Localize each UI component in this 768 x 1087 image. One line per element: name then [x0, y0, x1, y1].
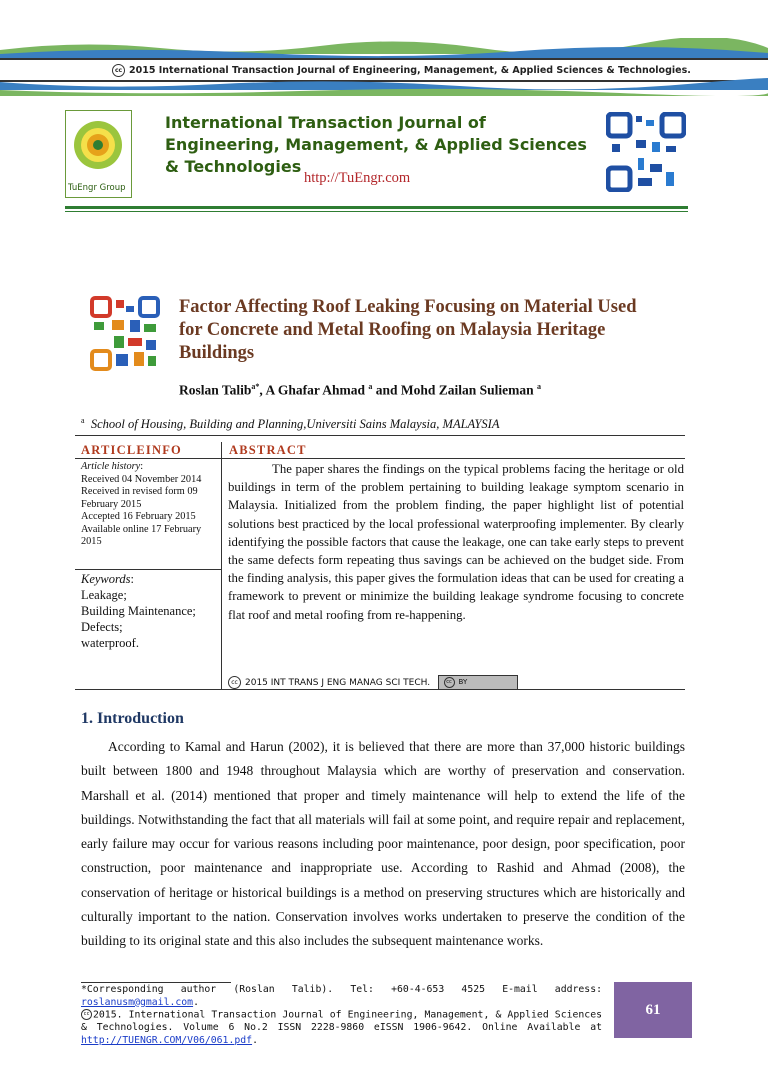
journal-url-link[interactable]: http://TuEngr.com [304, 170, 411, 186]
email-link[interactable]: roslanusm@gmail.com [81, 996, 194, 1008]
footnote: *Corresponding author (Roslan Talib). Tel: +60-4-653 4525 E-mail address: roslanusm@gmail.com. cc 2015. International Transaction Journal of Engineering, Management, & Applied Sciences & Technologies. Volume 6 No.2 ISSN 2228-9860 eISSN 1906-9642. Online Available at http://TUENGR.COM/V06/061.pdf. [81, 984, 602, 1046]
qr-code-icon [606, 112, 686, 192]
banner-rule [65, 206, 688, 209]
abstract-copyright: cc 2015 INT TRANS J ENG MANAG SCI TECH. cc BY [228, 675, 518, 690]
cc-by-badge-icon: cc BY [438, 675, 518, 690]
author-sup: a* [251, 382, 260, 391]
journal-copyright-line: cc 2015 International Transaction Journal of Engineering, Management, & Applied Sciences & Technologies. [112, 64, 691, 77]
page-number: 61 [614, 982, 692, 1038]
article-info-heading: ARTICLEINFO [81, 443, 182, 457]
received-date: Received 04 November 2014 [81, 473, 202, 485]
online-date: Available online 17 February 2015 [81, 523, 202, 547]
keyword: Leakage; [81, 588, 127, 602]
footnote-rule [81, 982, 231, 983]
author-list: Roslan Talib$^{a*}$, A Ghafar Ahmad $^a$ and Mohd Zailan Sulieman $^a$ [179, 382, 542, 398]
paper-qr-code-icon [90, 296, 160, 371]
table-header-rule [75, 458, 685, 459]
keyword: waterproof. [81, 636, 139, 650]
creative-commons-icon: cc [81, 1009, 92, 1020]
banner-rule-thin [65, 211, 688, 212]
introduction-text: According to Kamal and Harun (2002), it is believed that there are more than 37,000 historic buildings built between 1800 and 1948 throughout Malaysia which are worthy of preservation and conservation. Marshall et al. (2014) mentioned that proper and timely maintenance will help to extend the life of the buildings. Notwithstanding the fact that all materials will fail at some point, and require repair and replacement, early failure may occur for various reasons including poor maintenance, poor design, poor specification, poor construction, poor maintenance and inappropriate use. According to Rashid and Ahmad (2008), the conservation of heritage or historical buildings is a method on preserving structures which are historically and culturally important to the nation. Conservation involves works undertaken to preserve the condition of the building to its original state and this also includes the subsequent maintenance works. [81, 739, 685, 949]
paper-title: Factor Affecting Roof Leaking Focusing on Material Used for Concrete and Metal Roofing on Malaysia Heritage Buildings [179, 297, 637, 363]
journal-title: International Transaction Journal of Engineering, Management, & Applied Sciences & Technologies [165, 113, 587, 176]
table-top-rule [75, 435, 685, 436]
keyword: Defects; [81, 620, 123, 634]
keyword: Building Maintenance; [81, 604, 196, 618]
revised-date: Received in revised form 09 February 2015 [81, 486, 198, 510]
author-name: Mohd Zailan Sulieman [400, 382, 534, 398]
tuengr-logo-icon [72, 113, 124, 181]
creative-commons-icon: cc [228, 676, 241, 689]
affiliation: $^a$ School of Housing, Building and Planning,Universiti Sains Malaysia, MALAYSIA [81, 416, 500, 432]
article-history: Article history: Received 04 November 2014 Received in revised form 09 February 2015 Accepted 16 February 2015 Available online 17 February 2015 [81, 461, 221, 549]
accepted-date: Accepted 16 February 2015 [81, 511, 196, 522]
abstract-text: The paper shares the findings on the typical problems facing the heritage or old buildings in term of the problem pertaining to building leakage symptom scenario in Malaysia. Initialized from the problem finding, the paper highlight list of potential solutions best practiced by the local professional waterproofing implementer. By clearly identifying the possible factors that cause the leakage, one can take early steps to prevent the same defects form repeating thus savings can be achieved on the budget side. From the finding analysis, this paper gives the formulation ideas that can be used for creating a framework to prevent or minimize the building leakage syndrome focusing to concrete flat roof and metal roofing from re-happening. [228, 462, 684, 622]
column-divider [221, 442, 222, 690]
creative-commons-icon: cc [112, 64, 125, 77]
author-sup: a [537, 382, 542, 391]
abstract-heading: ABSTRACT [229, 443, 307, 457]
paper-pdf-link[interactable]: http://TUENGR.COM/V06/061.pdf [81, 1034, 253, 1046]
keywords-block: Keywords: Leakage; Building Maintenance; Defects; waterproof. [81, 571, 221, 651]
info-divider-rule [75, 569, 221, 570]
logo-label: TuEngr Group [68, 183, 126, 193]
introduction-heading: 1. Introduction [81, 710, 184, 727]
author-name: Roslan Talib [179, 382, 252, 398]
author-name: A Ghafar Ahmad [265, 382, 365, 398]
author-sup: a [368, 382, 373, 391]
